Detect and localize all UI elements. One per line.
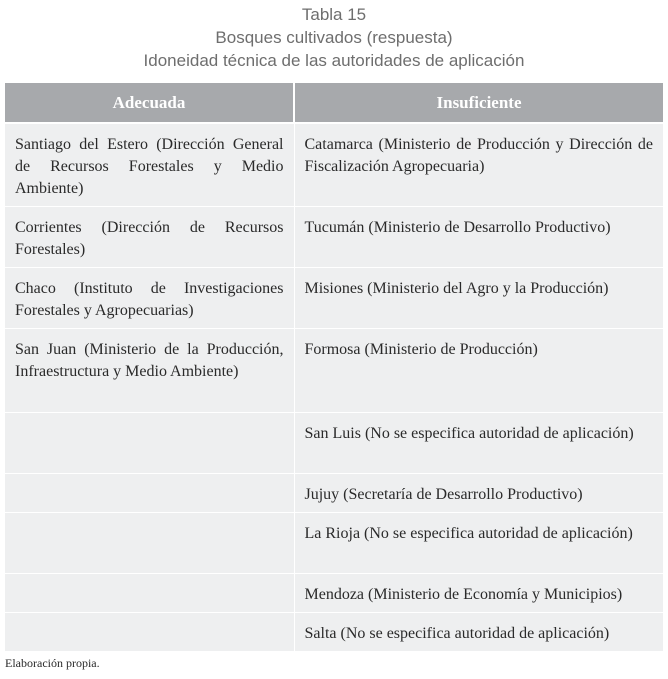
column-header-adecuada: Adecuada (5, 83, 294, 123)
table-cell: La Rioja (No se especifica autoridad de aplicación) (294, 513, 663, 574)
table-cell: San Luis (No se especifica autoridad de aplicación) (294, 413, 663, 474)
table-row (5, 474, 663, 513)
table-cell: Tucumán (Ministerio de Desarrollo Productivo) (294, 207, 663, 268)
table-header-row (5, 83, 663, 123)
table-cell: Catamarca (Ministerio de Producción y Dirección de Fiscalización Agropecuaria) (294, 123, 663, 207)
table-cell: Corrientes (Dirección de Recursos Forestales) (5, 207, 294, 268)
source-note: Elaboración propia. (5, 656, 100, 670)
table-row (5, 268, 663, 329)
table-row (5, 613, 663, 652)
table-row (5, 207, 663, 268)
table-cell (5, 513, 294, 574)
table-cell: Misiones (Ministerio del Agro y la Producción) (294, 268, 663, 329)
table-row (5, 329, 663, 413)
table-cell (5, 413, 294, 474)
table-caption (0, 0, 668, 72)
table-cell: Jujuy (Secretaría de Desarrollo Productivo) (294, 474, 663, 513)
table-row (5, 413, 663, 474)
table-row (5, 574, 663, 613)
table-cell (5, 613, 294, 652)
table-subtitle: Idoneidad técnica de las autoridades de aplicación (143, 51, 525, 70)
table-row (5, 513, 663, 574)
table-cell: Formosa (Ministerio de Producción) (294, 329, 663, 413)
table-cell: Santiago del Estero (Dirección General de Recursos Forestales y Medio Ambiente) (5, 123, 294, 207)
data-table (5, 83, 663, 652)
table-title: Bosques cultivados (respuesta) (215, 28, 453, 47)
table-cell: Mendoza (Ministerio de Economía y Municipios) (294, 574, 663, 613)
table-cell (5, 474, 294, 513)
table-cell: Salta (No se especifica autoridad de aplicación) (294, 613, 663, 652)
table-cell: Chaco (Instituto de Investigaciones Forestales y Agropecuarias) (5, 268, 294, 329)
table-cell: San Juan (Ministerio de la Producción, Infraestructura y Medio Ambiente) (5, 329, 294, 413)
table-cell (5, 574, 294, 613)
table-row (5, 123, 663, 207)
table-number: Tabla 15 (301, 5, 367, 24)
column-header-insuficiente: Insuficiente (294, 83, 663, 123)
